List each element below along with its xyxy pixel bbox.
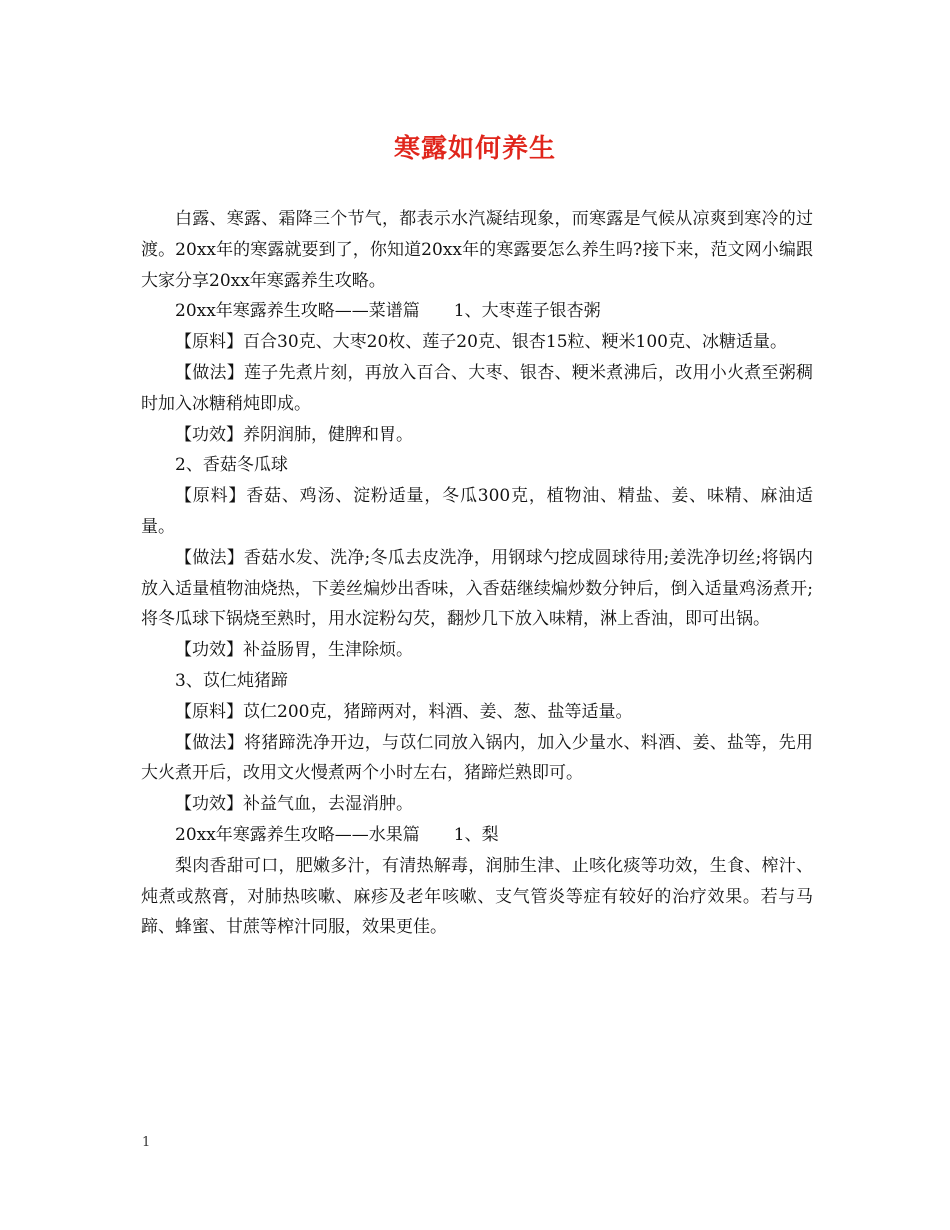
paragraph: 2、香菇冬瓜球 (175, 455, 288, 476)
paragraph: 梨肉香甜可口，肥嫩多汁，有清热解毒，润肺生津、止咳化痰等功效，生食、榨汁、炖煮或熬膏，对肺热咳嗽、麻疹及老年咳嗽、支气管炎等症有较好的治疗效果。若与马蹄、蜂蜜、甘蔗等榨汁同服，效果更佳。 (141, 855, 813, 938)
paragraph: 【功效】养阴润肺，健脾和胃。 (175, 424, 413, 445)
paragraph: 【原料】苡仁200克，猪蹄两对，料酒、姜、葱、盐等适量。 (175, 701, 633, 722)
paragraph: 3、苡仁炖猪蹄 (175, 670, 288, 691)
page-number: 1 (142, 1135, 151, 1150)
paragraph: 20xx年寒露养生攻略——菜谱篇 1、大枣莲子银杏粥 (175, 301, 601, 322)
paragraph: 【功效】补益肠胃，生津除烦。 (175, 640, 413, 661)
document-title: 寒露如何养生 (393, 134, 556, 164)
paragraph: 【功效】补益气血，去湿消肿。 (175, 794, 413, 815)
paragraph: 【做法】将猪蹄洗净开边，与苡仁同放入锅内，加入少量水、料酒、姜、盐等，先用大火煮开后，改用文火慢煮两个小时左右，猪蹄烂熟即可。 (141, 732, 813, 784)
paragraph: 【原料】香菇、鸡汤、淀粉适量，冬瓜300克，植物油、精盐、姜、味精、麻油适量。 (141, 486, 813, 537)
paragraph: 【做法】香菇水发、洗净;冬瓜去皮洗净，用钢球勺挖成圆球待用;姜洗净切丝;将锅内放入适量植物油烧热，下姜丝煸炒出香味，入香菇继续煸炒数分钟后，倒入适量鸡汤煮开;将冬瓜球下锅烧至熟时，用水淀粉勾芡，翻炒几下放入味精，淋上香油，即可出锅。 (141, 547, 813, 630)
document-body (141, 204, 813, 943)
paragraph: 【做法】莲子先煮片刻，再放入百合、大枣、银杏、粳米煮沸后，改用小火煮至粥稠时加入冰糖稍炖即成。 (141, 362, 813, 414)
paragraph: 白露、寒露、霜降三个节气，都表示水汽凝结现象，而寒露是气候从凉爽到寒冷的过渡。20xx年的寒露就要到了，你知道20xx年的寒露要怎么养生吗?接下来，范文网小编跟大家分享20xx年寒露养生攻略。 (141, 209, 813, 291)
paragraph: 【原料】百合30克、大枣20枚、莲子20克、银杏15粒、粳米100克、冰糖适量。 (175, 332, 787, 353)
paragraph: 20xx年寒露养生攻略——水果篇 1、梨 (175, 824, 499, 845)
